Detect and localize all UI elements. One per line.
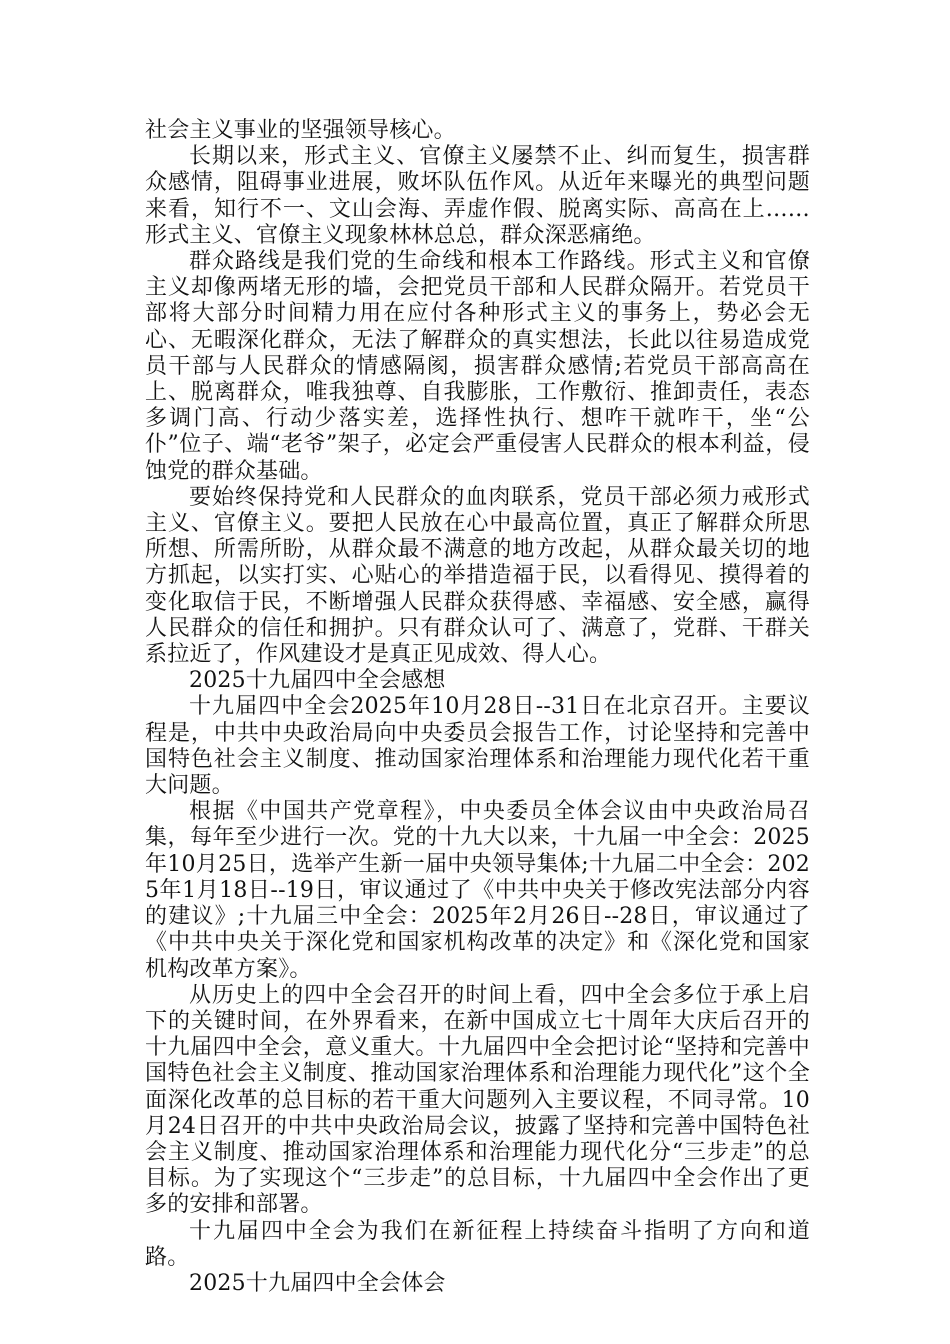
- document-page: [145, 118, 810, 1297]
- paragraph-formalism-harm: 长期以来，形式主义、官僚主义屡禁不止、纠而复生，损害群众感情，阻碍事业进展，败坏队伍作风。从近年来曝光的典型问题来看，知行不一、文山会海、弄虚作假、脱离实际、高高在上……形式主义、官僚主义现象林林总总，群众深恶痛绝。: [145, 144, 810, 248]
- paragraph-blood-ties: 要始终保持党和人民群众的血肉联系，党员干部必须力戒形式主义、官僚主义。要把人民放在心中最高位置，真正了解群众所思所想、所需所盼，从群众最不满意的地方改起，从群众最关切的地方抓起，以实打实、心贴心的举措造福于民，以看得见、摸得着的变化取信于民，不断增强人民群众获得感、幸福感、安全感，赢得人民群众的信任和拥护。只有群众认可了、满意了，党群、干群关系拉近了，作风建设才是真正见成效、得人心。: [145, 484, 810, 668]
- paragraph-plenum-agenda: 十九届四中全会2025年10月28日--31日在北京召开。主要议程是，中共中央政治局向中央委员会报告工作，讨论坚持和完善中国特色社会主义制度、推动国家治理体系和治理能力现代化若干重大问题。: [145, 694, 810, 799]
- section-heading-experience: 2025十九届四中全会体会: [189, 1270, 446, 1296]
- paragraph-direction: 十九届四中全会为我们在新征程上持续奋斗指明了方向和道路。: [145, 1218, 810, 1270]
- paragraph-continuation: 社会主义事业的坚强领导核心。: [145, 118, 456, 143]
- section-heading-thoughts: 2025十九届四中全会感想: [189, 668, 446, 694]
- paragraph-party-constitution: 根据《中国共产党章程》，中央委员全体会议由中央政治局召集，每年至少进行一次。党的十九大以来，十九届一中全会：2025年10月25日，选举产生新一届中央领导集体;十九届二中全会：2025年1月18日--19日，审议通过了《中共中央关于修改宪法部分内容的建议》;十九届三中全会：2025年2月26日--28日，审议通过了《中共中央关于深化党和国家机构改革的决定》和《深化党和国家机构改革方案》。: [145, 799, 810, 982]
- paragraph-history: 从历史上的四中全会召开的时间上看，四中全会多位于承上启下的关键时间，在外界看来，在新中国成立七十周年大庆后召开的十九届四中全会，意义重大。十九届四中全会把讨论“坚持和完善中国特色社会主义制度、推动国家治理体系和治理能力现代化”这个全面深化改革的总目标的若干重大问题列入主要议程，不同寻常。10月24日召开的中共中央政治局会议，披露了坚持和完善中国特色社会主义制度、推动国家治理体系和治理能力现代化分“三步走”的总目标。为了实现这个“三步走”的总目标，十九届四中全会作出了更多的安排和部署。: [145, 982, 810, 1218]
- paragraph-mass-line: 群众路线是我们党的生命线和根本工作路线。形式主义和官僚主义却像两堵无形的墙，会把党员干部和人民群众隔开。若党员干部将大部分时间精力用在应付各种形式主义的事务上，势必会无心、无暇深化群众，无法了解群众的真实想法，长此以往易造成党员干部与人民群众的情感隔阂，损害群众感情;若党员干部高高在上、脱离群众，唯我独尊、自我膨胀，工作敷衍、推卸责任，表态多调门高、行动少落实差，选择性执行、想咋干就咋干，坐“公仆”位子、端“老爷”架子，必定会严重侵害人民群众的根本利益，侵蚀党的群众基础。: [145, 249, 810, 484]
